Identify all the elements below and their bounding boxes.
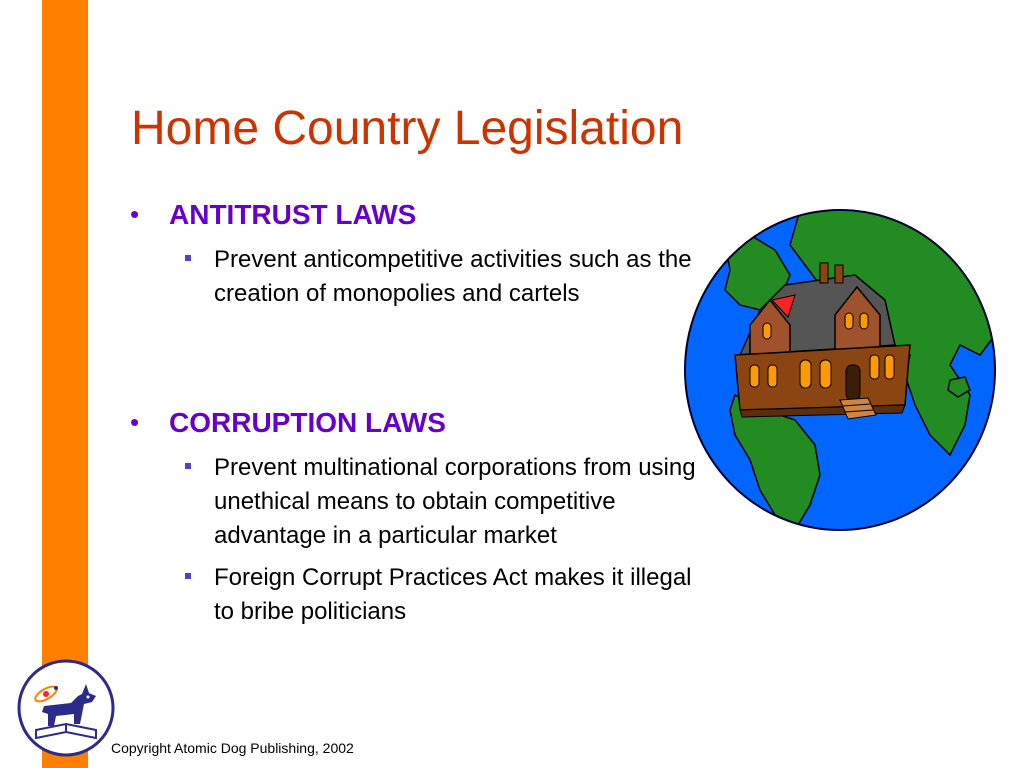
slide-title: Home Country Legislation (131, 102, 684, 155)
copyright-footer: Copyright Atomic Dog Publishing, 2002 (111, 740, 354, 756)
list-item-text: Foreign Corrupt Practices Act makes it illegal to bribe politicians (214, 564, 692, 625)
atomic-dog-logo-icon (16, 658, 116, 758)
section-heading-row (130, 403, 730, 443)
section-heading-row (130, 195, 730, 235)
list-item-text: Prevent anticompetitive activities such as the creation of monopolies and cartels (214, 246, 692, 307)
bullet-section-corruption (130, 403, 730, 629)
bullet-dot-icon: • (130, 407, 140, 437)
square-bullet-icon (185, 573, 191, 579)
section-heading-corruption: CORRUPTION LAWS (169, 407, 446, 438)
section-heading-antitrust: ANTITRUST LAWS (169, 199, 417, 230)
accent-side-bar (42, 0, 88, 768)
globe-with-house-icon (680, 205, 1000, 535)
square-bullet-icon (185, 255, 191, 261)
list-item-text: Prevent multinational corporations from using unethical means to obtain competitive advantage in a particular market (214, 454, 696, 549)
bullet-dot-icon: • (130, 199, 140, 229)
list-item (130, 451, 730, 553)
list-item (130, 243, 730, 311)
square-bullet-icon (185, 463, 191, 469)
bullet-section-antitrust (130, 195, 730, 311)
list-item (130, 561, 730, 629)
